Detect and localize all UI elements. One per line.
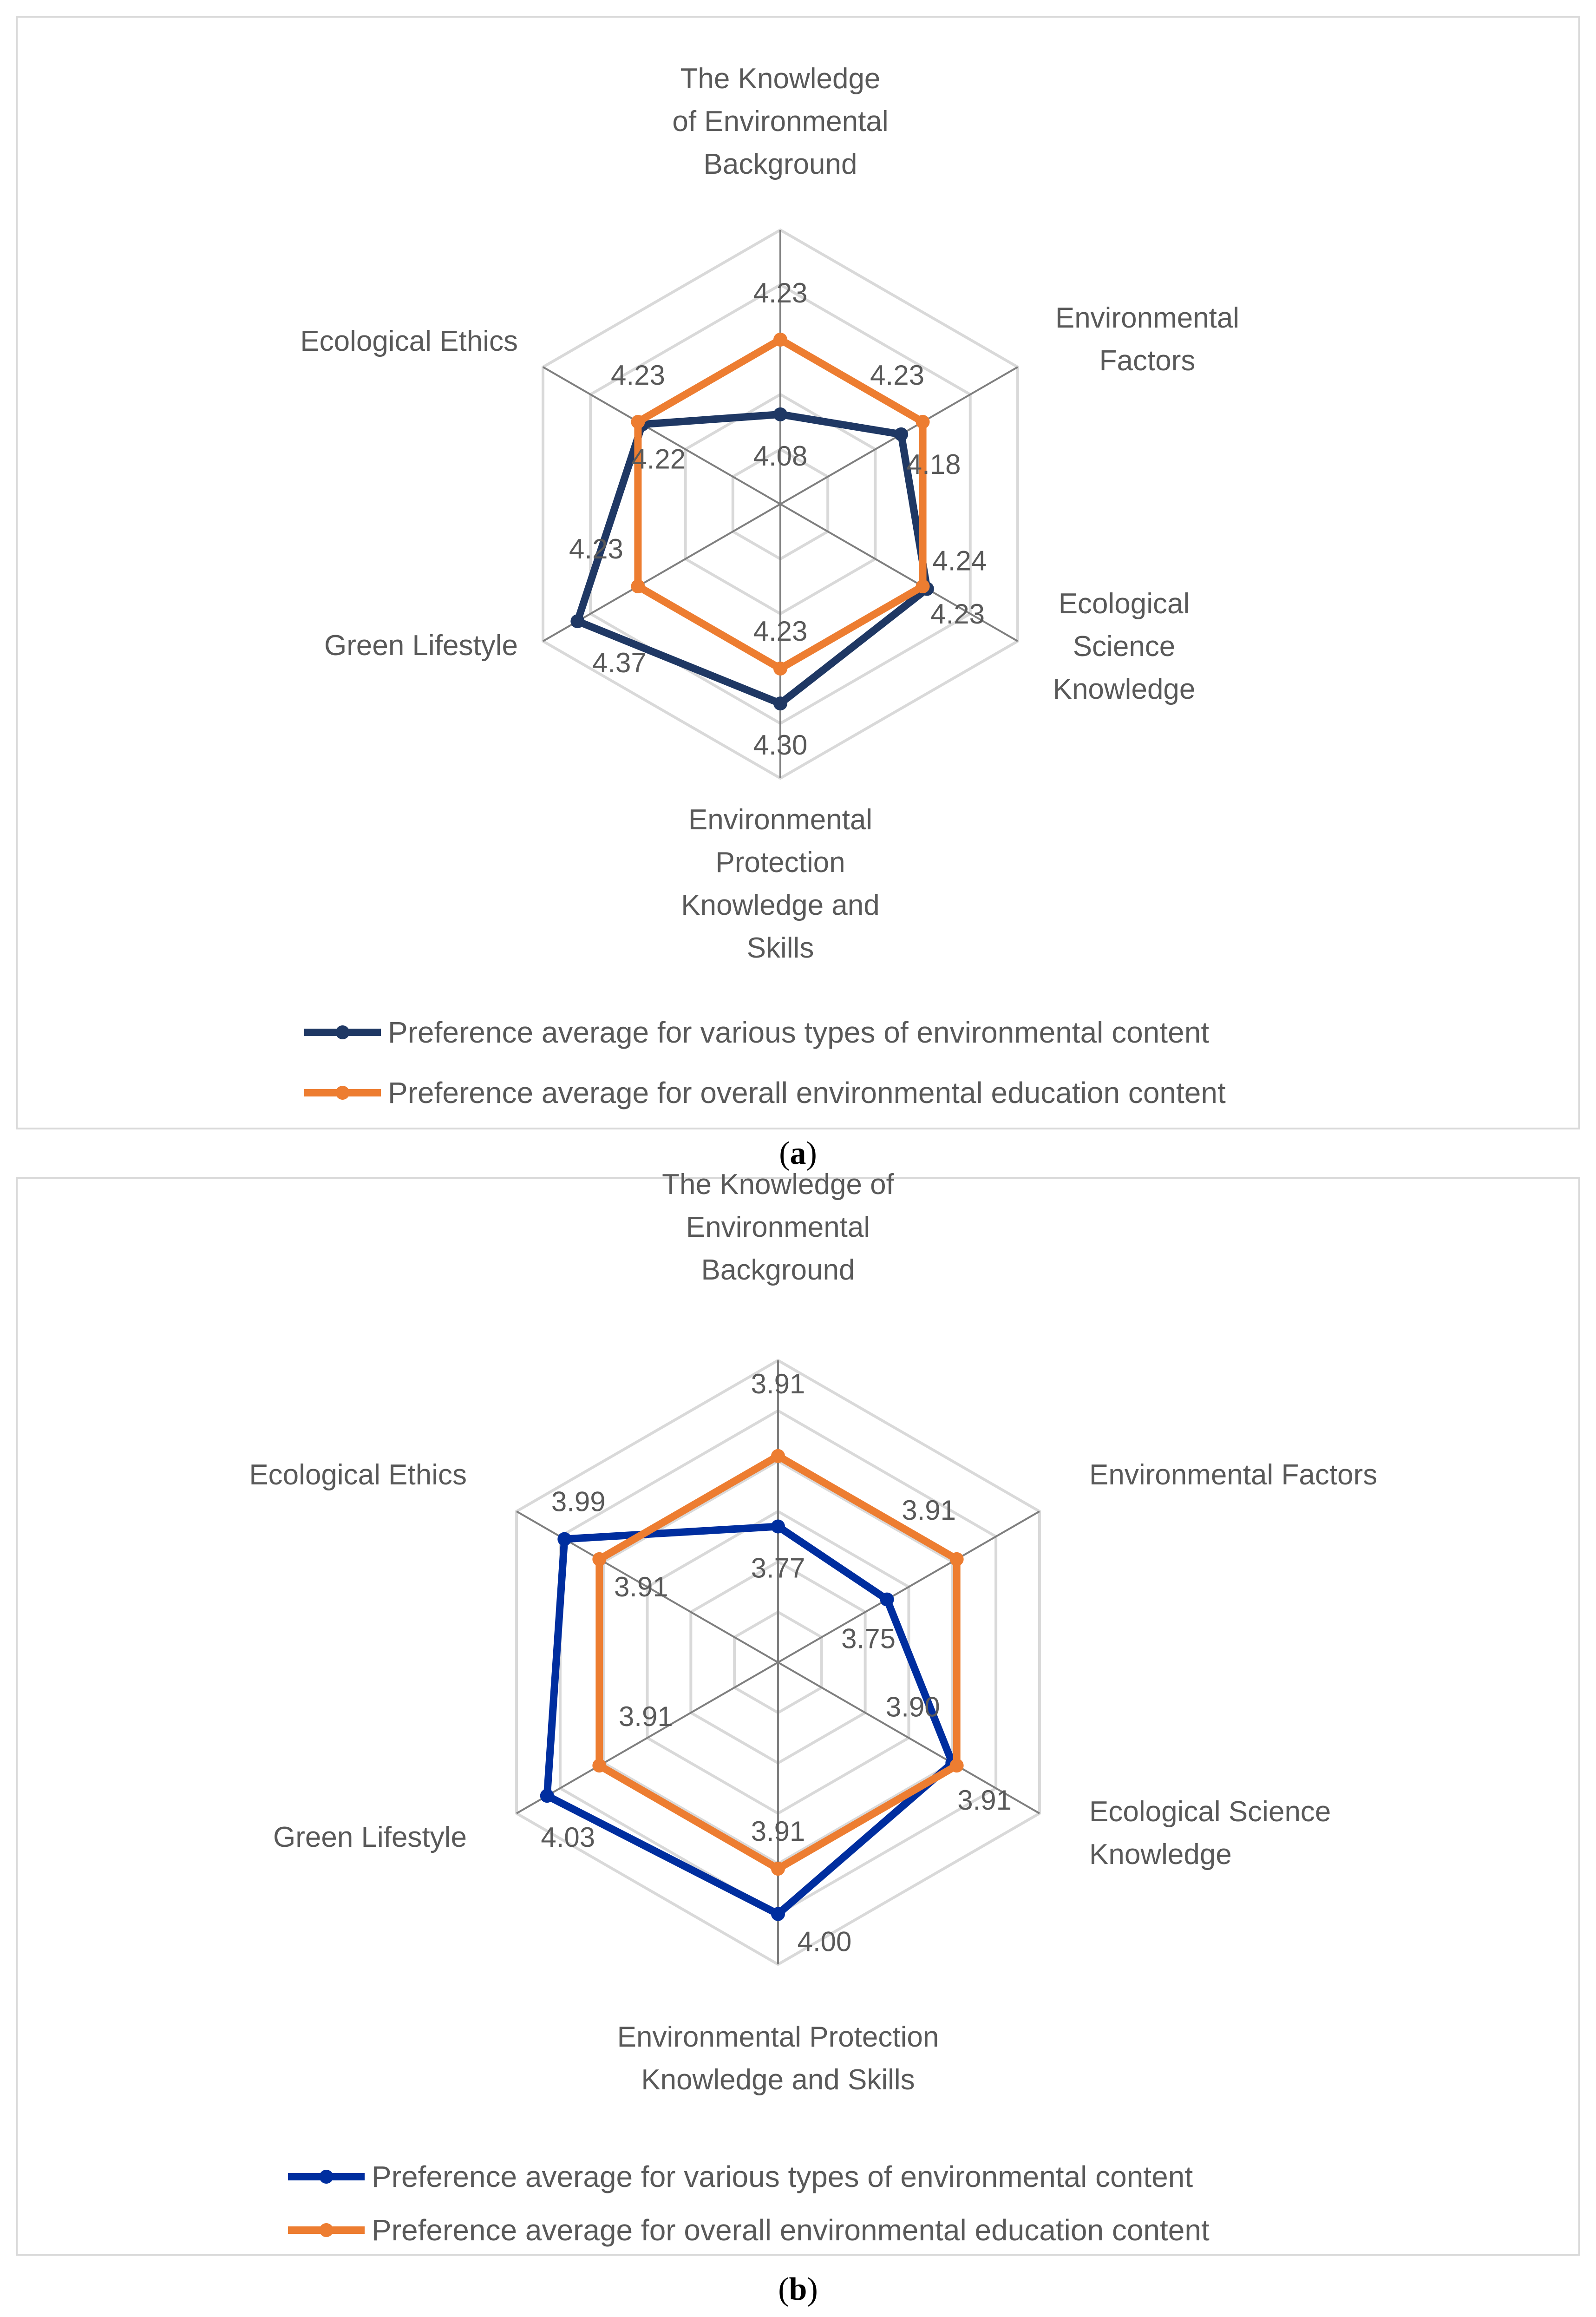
series-point — [773, 662, 787, 676]
legend-label: Preference average for various types of environmental content — [372, 2160, 1193, 2193]
series-point — [592, 1552, 606, 1566]
data-label: 4.18 — [906, 448, 961, 480]
series-point — [592, 1759, 606, 1772]
axis-label-line: Ecological — [1058, 588, 1190, 620]
series-point — [773, 696, 787, 710]
data-label: 4.23 — [753, 277, 808, 308]
axis-label-line: The Knowledge of — [662, 1168, 894, 1201]
data-label: 4.23 — [753, 616, 808, 647]
panel-caption — [779, 1136, 817, 1171]
axis-label — [672, 63, 888, 180]
data-label: 4.22 — [631, 443, 686, 475]
data-label: 3.99 — [551, 1486, 606, 1517]
axis-label-line: Ecological Science — [1089, 1796, 1331, 1828]
axis-label-line: Green Lifestyle — [324, 630, 518, 662]
axis-label — [249, 1459, 467, 1491]
data-label: 3.91 — [751, 1368, 805, 1399]
axis-label-line: Factors — [1099, 345, 1196, 377]
axis-label-line: Environmental — [688, 804, 873, 836]
series-point — [540, 1789, 554, 1803]
axis-label-line: Knowledge — [1053, 673, 1196, 705]
series-point — [773, 333, 787, 347]
legend-swatch-marker — [320, 2170, 334, 2184]
radar-chart-a — [17, 17, 1579, 1171]
caption-letter: b — [789, 2271, 807, 2307]
axis-label-line: Environmental — [686, 1211, 870, 1243]
data-label: 3.90 — [885, 1691, 940, 1723]
data-label: 4.23 — [930, 598, 985, 630]
axis-label — [300, 325, 518, 357]
data-label: 4.03 — [541, 1822, 595, 1853]
data-label: 3.91 — [902, 1494, 956, 1526]
axis-label — [273, 1821, 467, 1853]
axis-label-line: Skills — [746, 932, 814, 964]
axis-label-line: Knowledge — [1089, 1838, 1232, 1871]
series-point — [916, 415, 930, 429]
axis-label-line: Protection — [715, 847, 845, 879]
caption-open: ( — [779, 1136, 790, 1171]
series-point — [557, 1532, 571, 1546]
data-label: 3.91 — [957, 1785, 1012, 1816]
axis-label-line: Environmental — [1055, 302, 1240, 334]
data-label: 4.08 — [753, 440, 808, 472]
legend-label: Preference average for overall environmental education content — [372, 2213, 1210, 2247]
axis-label-line: Background — [701, 1254, 855, 1286]
data-label: 3.77 — [751, 1552, 805, 1584]
legend-label: Preference average for overall environmental education content — [388, 1076, 1226, 1109]
radar-chart-b — [17, 1168, 1579, 2307]
caption-close: ) — [807, 2271, 818, 2307]
series-point — [894, 427, 908, 441]
axis-label-line: Ecological Ethics — [300, 325, 518, 357]
data-label: 3.91 — [751, 1816, 805, 1847]
data-label: 4.37 — [592, 647, 647, 679]
series-point — [631, 579, 645, 593]
legend-swatch-marker — [336, 1025, 350, 1039]
data-label: 4.30 — [753, 729, 808, 761]
data-label: 3.91 — [618, 1701, 673, 1733]
caption-close: ) — [806, 1136, 817, 1171]
axis-label-line: Background — [703, 148, 857, 180]
legend-swatch-marker — [336, 1086, 350, 1100]
legend-label: Preference average for various types of environmental content — [388, 1016, 1210, 1049]
data-label: 4.23 — [611, 360, 665, 391]
axis-label — [324, 630, 518, 662]
axis-label — [1053, 588, 1196, 705]
caption-open: ( — [778, 2271, 789, 2307]
series-point — [916, 579, 930, 593]
series-point — [950, 1759, 964, 1772]
data-label: 3.91 — [614, 1571, 668, 1602]
data-label: 4.23 — [870, 360, 924, 391]
series-point — [771, 1449, 785, 1463]
axis-label-line: of Environmental — [672, 105, 889, 138]
axis-label-line: Ecological Ethics — [249, 1459, 467, 1491]
series-point — [880, 1593, 894, 1607]
axis-label — [1089, 1459, 1377, 1491]
series-point — [773, 407, 787, 421]
data-label: 4.00 — [797, 1926, 852, 1957]
legend-swatch-marker — [320, 2223, 334, 2237]
series-point — [771, 1520, 785, 1534]
panel-caption — [778, 2271, 818, 2307]
axis-label-line: The Knowledge — [680, 63, 881, 95]
axis-label-line: Science — [1073, 630, 1176, 663]
series-point — [950, 1552, 964, 1566]
data-label: 3.75 — [841, 1623, 896, 1654]
caption-letter: a — [790, 1136, 806, 1171]
series-point — [570, 614, 584, 628]
axis-label-line: Knowledge and — [681, 889, 880, 921]
axis-label-line: Green Lifestyle — [273, 1821, 467, 1853]
series-point — [631, 415, 645, 429]
axis-label-line: Environmental Protection — [617, 2021, 939, 2053]
axis-label-line: Environmental Factors — [1089, 1459, 1378, 1491]
data-label: 4.23 — [569, 533, 623, 564]
series-point — [771, 1862, 785, 1876]
axis-label-line: Knowledge and Skills — [641, 2064, 915, 2096]
series-point — [771, 1907, 785, 1921]
data-label: 4.24 — [932, 545, 987, 577]
